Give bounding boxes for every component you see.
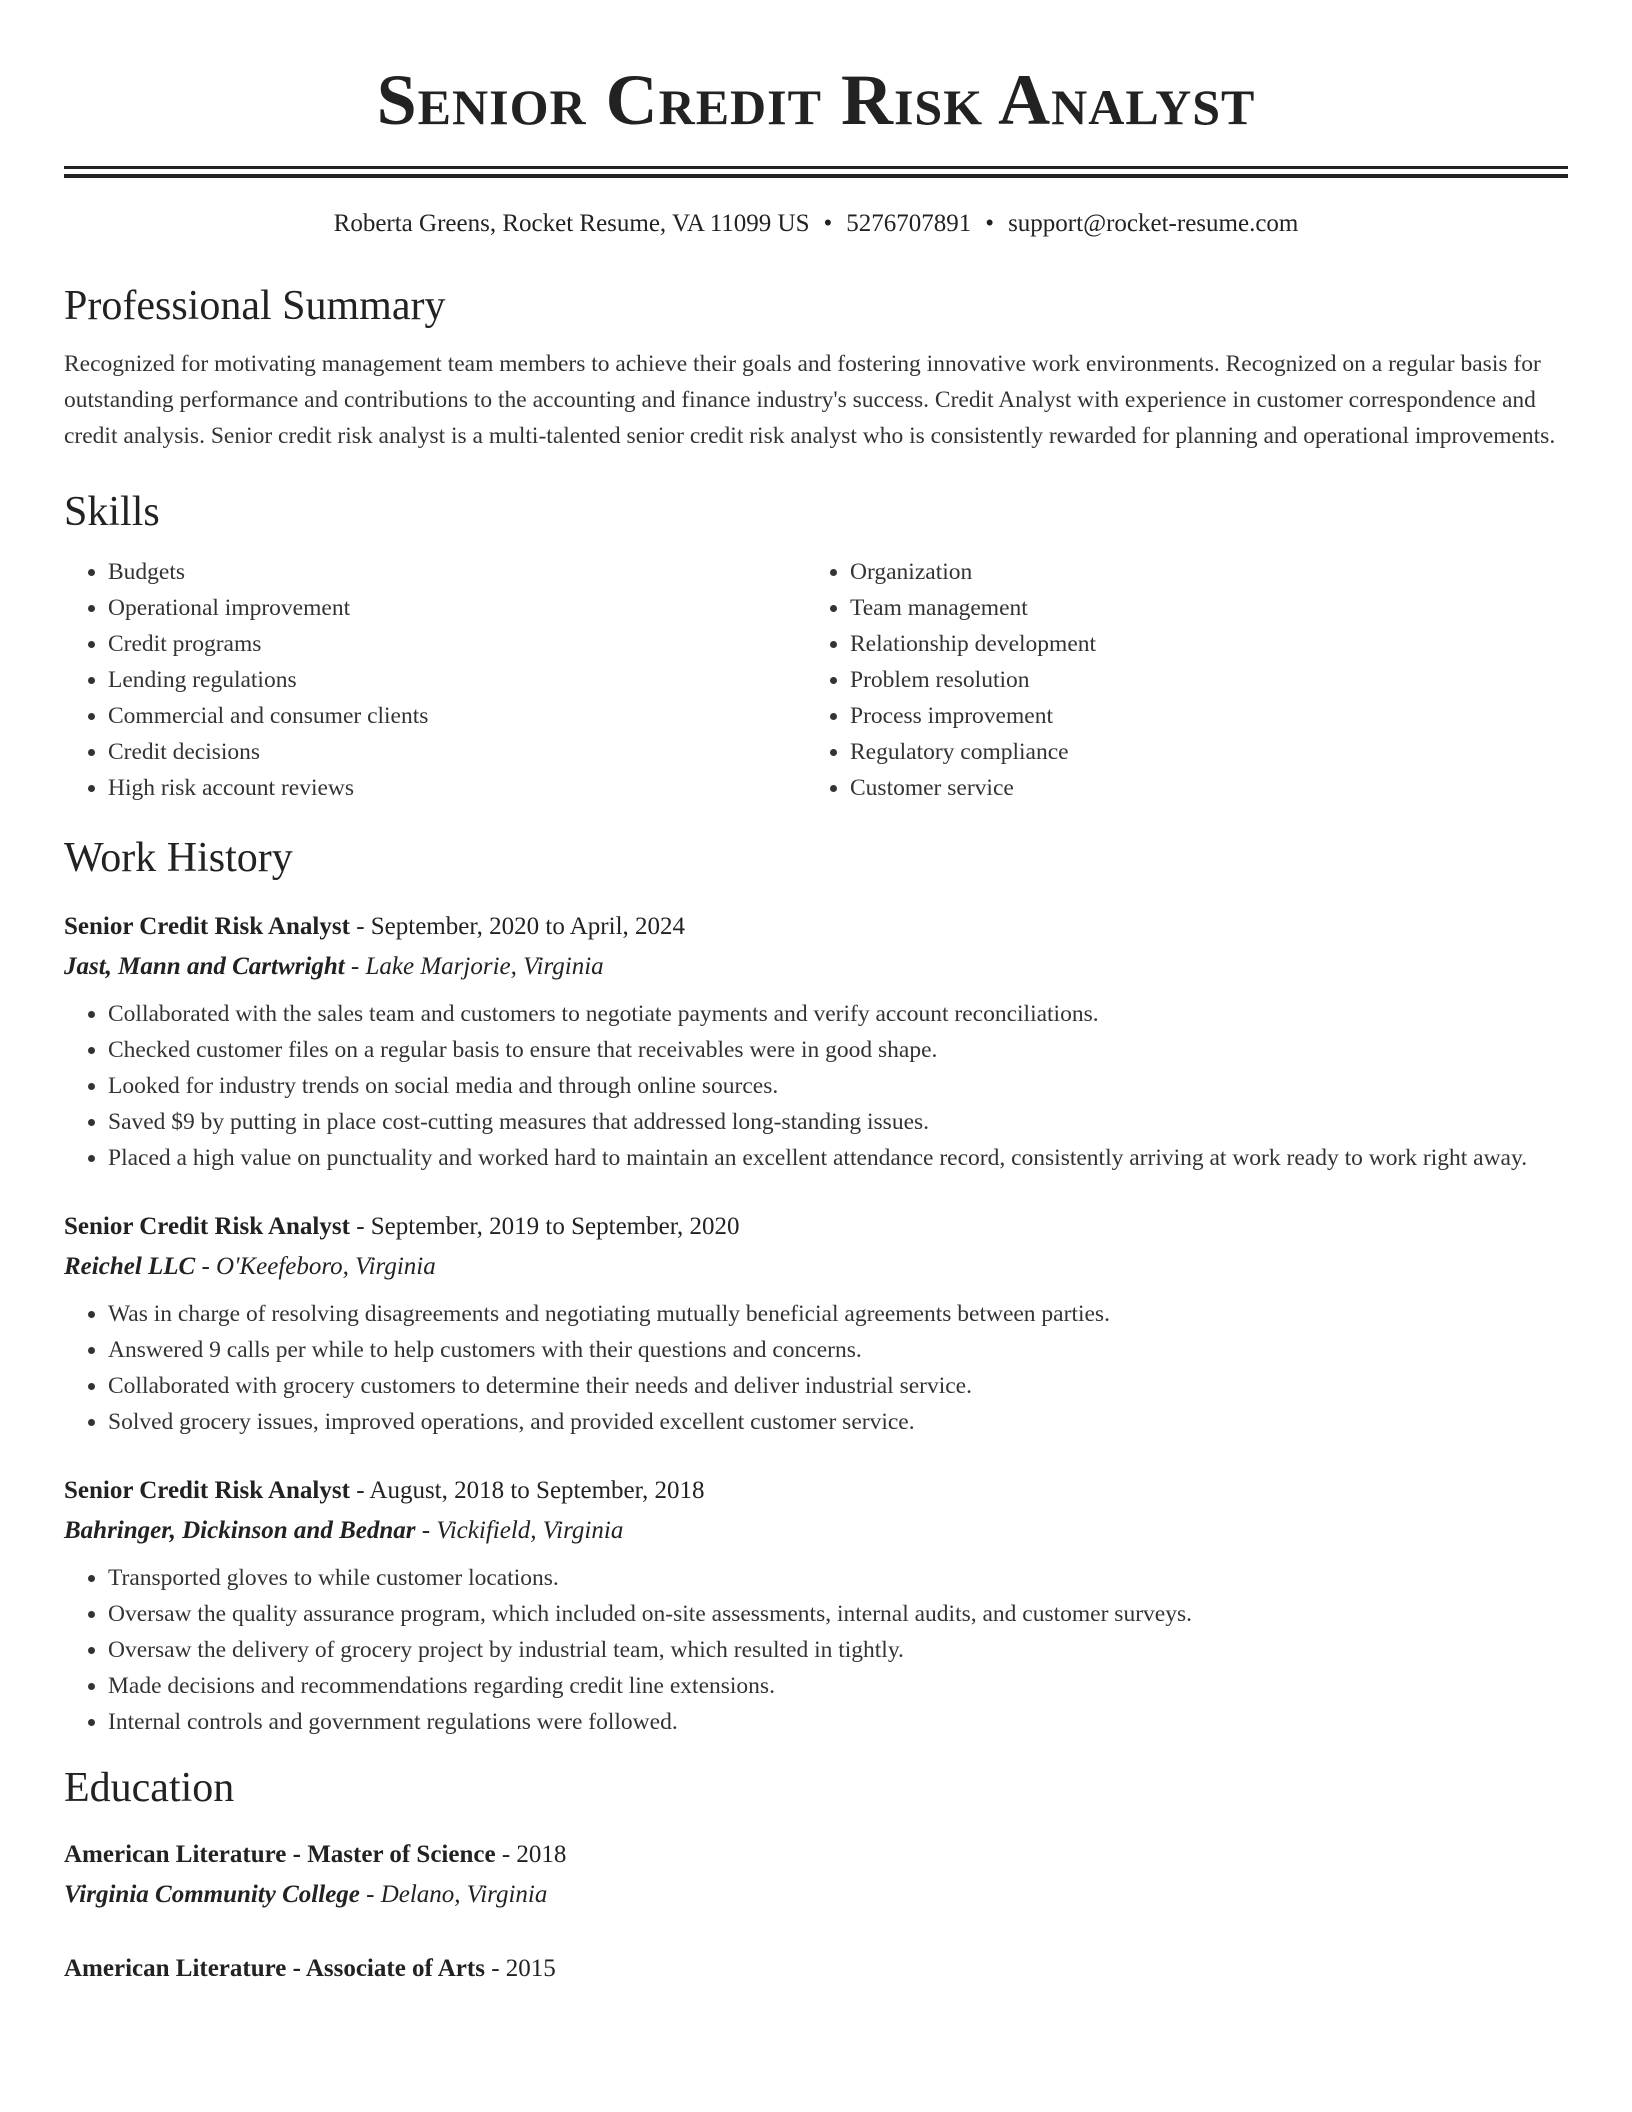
education-school-line — [64, 1878, 1568, 1912]
summary-heading: Professional Summary — [64, 283, 446, 329]
skill-item: • Customer service — [850, 770, 1548, 806]
education-location: - Delano, Virginia — [359, 1881, 548, 1908]
job-location: - Vickifield, Virginia — [415, 1517, 624, 1544]
education-entry — [64, 1952, 1568, 1986]
job-company: Bahringer, Dickinson and Bednar — [64, 1517, 416, 1544]
job-bullet: • Collaborated with the sales team and customers to negotiate payments and verify account reconciliations. — [108, 996, 1568, 1032]
education-year: - 2018 — [495, 1841, 567, 1868]
job-title-line — [64, 1210, 1568, 1244]
job-bullets — [64, 1560, 1568, 1740]
job-bullet: • Internal controls and government regulations were followed. — [108, 1704, 1568, 1740]
job-company-line — [64, 1250, 1568, 1284]
skill-item: • Relationship development — [850, 626, 1548, 662]
job-title: Senior Credit Risk Analyst — [64, 1213, 350, 1240]
skill-item: • High risk account reviews — [108, 770, 806, 806]
job-bullet: • Checked customer files on a regular basis to ensure that receivables were in good shape. — [108, 1032, 1568, 1068]
skill-item: • Process improvement — [850, 698, 1548, 734]
skill-item: • Operational improvement — [108, 590, 806, 626]
job-title: Senior Credit Risk Analyst — [64, 913, 350, 940]
resume-title: Senior Credit Risk Analyst — [376, 60, 1256, 140]
job-bullets — [64, 996, 1568, 1176]
education-degree: American Literature - Master of Science — [64, 1841, 496, 1868]
job-bullets — [64, 1296, 1568, 1440]
work-history-heading: Work History — [64, 835, 293, 881]
summary-text: Recognized for motivating management team members to achieve their goals and fostering innovative work environments. Recognized on a regular basis for outstanding performance and contributions to the accounting and finance industry's success. Credit Analyst with experience in customer correspondence and credit analysis. Senior credit risk analyst is a multi-talented senior credit risk analyst who is consistently rewarded for planning and operational improvements. — [64, 351, 1556, 449]
skills-heading: Skills — [64, 489, 160, 535]
contact-email: support@rocket-resume.com — [1008, 210, 1299, 237]
job-entry — [64, 1210, 1568, 1440]
job-company-line — [64, 1514, 1568, 1548]
job-bullet: • Transported gloves to while customer locations. — [108, 1560, 1568, 1596]
skill-item: • Budgets — [108, 554, 806, 590]
job-dates: - August, 2018 to September, 2018 — [349, 1477, 705, 1504]
skill-item: • Commercial and consumer clients — [108, 698, 806, 734]
job-entry — [64, 910, 1568, 1176]
job-bullet: • Made decisions and recommendations regarding credit line extensions. — [108, 1668, 1568, 1704]
job-location: - O'Keefeboro, Virginia — [195, 1253, 436, 1280]
title-divider-top — [64, 166, 1568, 169]
skills-column-right — [806, 554, 1548, 806]
title-divider-bottom — [64, 174, 1568, 178]
education-heading: Education — [64, 1765, 235, 1811]
job-location: - Lake Marjorie, Virginia — [344, 953, 604, 980]
education-year: - 2015 — [484, 1955, 556, 1982]
education-degree-line — [64, 1952, 1568, 1986]
job-entry — [64, 1474, 1568, 1740]
education-school: Virginia Community College — [64, 1881, 360, 1908]
skill-item: • Organization — [850, 554, 1548, 590]
job-bullet: • Oversaw the delivery of grocery project by industrial team, which resulted in tightly. — [108, 1632, 1568, 1668]
contact-address: Roberta Greens, Rocket Resume, VA 11099 US — [333, 210, 810, 237]
job-company: Jast, Mann and Cartwright — [64, 953, 345, 980]
contact-line — [64, 208, 1568, 240]
job-title: Senior Credit Risk Analyst — [64, 1477, 350, 1504]
job-bullet: • Placed a high value on punctuality and worked hard to maintain an excellent attendance record, consistently arriving at work ready to work right away. — [108, 1140, 1568, 1176]
skills-grid — [64, 554, 1568, 806]
job-dates: - September, 2019 to September, 2020 — [349, 1213, 740, 1240]
skill-item: • Credit programs — [108, 626, 806, 662]
job-dates: - September, 2020 to April, 2024 — [349, 913, 686, 940]
skill-item: • Lending regulations — [108, 662, 806, 698]
education-degree-line — [64, 1838, 1568, 1872]
education-entry — [64, 1838, 1568, 1912]
job-bullet: • Collaborated with grocery customers to determine their needs and deliver industrial service. — [108, 1368, 1568, 1404]
job-title-line — [64, 910, 1568, 944]
job-bullet: • Looked for industry trends on social media and through online sources. — [108, 1068, 1568, 1104]
skill-item: • Credit decisions — [108, 734, 806, 770]
skill-item: • Team management — [850, 590, 1548, 626]
education-degree: American Literature - Associate of Arts — [64, 1955, 485, 1982]
job-bullet: • Was in charge of resolving disagreements and negotiating mutually beneficial agreements between parties. — [108, 1296, 1568, 1332]
skill-item: • Regulatory compliance — [850, 734, 1548, 770]
job-bullet: • Oversaw the quality assurance program, which included on-site assessments, internal audits, and customer surveys. — [108, 1596, 1568, 1632]
job-company: Reichel LLC — [64, 1253, 196, 1280]
contact-phone: 5276707891 — [846, 210, 972, 237]
job-title-line — [64, 1474, 1568, 1508]
skill-item: • Problem resolution — [850, 662, 1548, 698]
contact-separator: • — [823, 210, 833, 237]
job-company-line — [64, 950, 1568, 984]
contact-separator: • — [985, 210, 995, 237]
skills-column-left — [64, 554, 806, 806]
job-bullet: • Answered 9 calls per while to help customers with their questions and concerns. — [108, 1332, 1568, 1368]
job-bullet: • Solved grocery issues, improved operations, and provided excellent customer service. — [108, 1404, 1568, 1440]
job-bullet: • Saved $9 by putting in place cost-cutting measures that addressed long-standing issues. — [108, 1104, 1568, 1140]
